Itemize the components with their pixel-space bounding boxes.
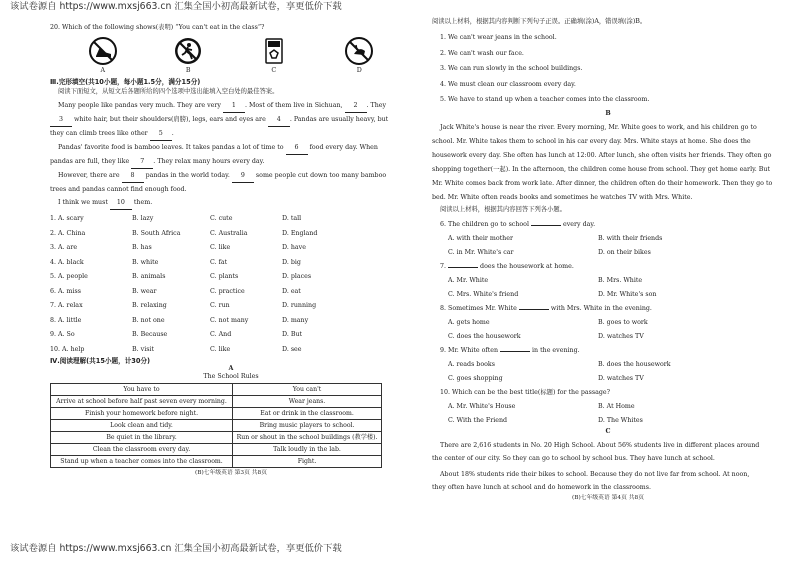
table-row: Be quiet in the library. Run or shout in the school buildings (教学楼).	[51, 432, 382, 444]
passage-b-instructions: 阅读以上材料，根据其内容回答下列各小题。	[440, 205, 566, 213]
blank-3: 3	[50, 113, 72, 127]
cloze-option-row: 1. A. scary B. lazy C. cute D. tall	[50, 215, 302, 222]
sign-letter-d[interactable]: D	[356, 67, 362, 74]
high-heel-shoe-no-icon	[88, 36, 118, 66]
answer-blank	[500, 351, 530, 352]
sign-letter-a[interactable]: A	[100, 67, 106, 74]
list-item: 4. We must clean our classroom every day.	[440, 80, 576, 88]
list-item: 3. We can run slowly in the school buildings.	[440, 65, 583, 72]
question-7: 7. does the housework at home. A. Mr. White B. Mrs. White C. Mrs. White's friend D. Mr. White's son	[432, 260, 784, 302]
cloze-option-row: 8. A. little B. not one C. not many D. many	[50, 316, 309, 324]
table-header-have-to: You have to	[51, 384, 233, 396]
question-9: 9. Mr. White often in the evening. A. reads books B. does the housework C. goes shopping D. watches TV	[432, 344, 784, 386]
left-page	[50, 18, 412, 477]
sign-options	[50, 36, 412, 66]
option[interactable]: D. watches TV	[598, 374, 644, 382]
watermark-top: 该试卷源自 https://www.mxsj663.cn 汇集全国小初高最新试卷，享更低价下载	[10, 1, 342, 12]
option[interactable]: A. Mr. White's House	[448, 402, 516, 410]
question-6: 6. The children go to school every day. A. with their mother B. with their friends C. in Mr. White's car D. on their bikes	[432, 218, 784, 260]
table-header-cant: You can't	[233, 384, 382, 396]
option[interactable]: B. goes to work	[598, 318, 648, 326]
option[interactable]: B. Mrs. White	[598, 276, 643, 284]
option[interactable]: C. in Mr. White's car	[448, 248, 514, 256]
table-row: Finish your homework before night. Eat or drink in the classroom.	[51, 408, 382, 420]
table-row: Clean the classroom every day. Talk loudly in the lab.	[51, 444, 382, 456]
passage-c: There are 2,616 students in No. 20 High School. About 56% students live in different places around the center of our city. So they can go to school by school bus. They have lunch at school. About 18% students ride their bikes to school. Because they do not live far from school. At noon, they often have lunch at school and do homework in the classrooms.	[432, 441, 760, 491]
answer-blank	[519, 309, 549, 310]
list-item: 2. We can't wash our face.	[440, 49, 524, 57]
cloze-option-row: 7. A. relax B. relaxing C. run D. running	[50, 302, 317, 309]
passage-a-instructions: 阅读以上材料，根据其内容判断下列句子正误。正确填(涂)A，错误填(涂)B。	[432, 18, 647, 25]
no-running-icon	[173, 36, 203, 66]
option[interactable]: B. At Home	[598, 402, 635, 410]
sign-a[interactable]	[74, 36, 132, 66]
cloze-options	[50, 212, 412, 357]
list-item: 5. We have to stand up when a teacher comes into the classroom.	[440, 96, 650, 103]
question-8: 8. Sometimes Mr. White with Mrs. White in the evening. A. gets home B. goes to work C. does the housework D. watches TV	[432, 302, 784, 344]
table-header-row	[51, 384, 382, 396]
no-eating-icon	[344, 36, 374, 66]
passage-b: Jack White's house is near the river. Every morning, Mr. White goes to work, and his children go to school. Mr. White takes them to school in his car every day. Mrs. White stays at home. She does the housework every day. She often has lunch at 12:00. After lunch, she often visits her friends. They often go shopping together(一起). In the afternoon, the children come house from school. They get home early. But Mr. White comes back from work late. After dinner, the children often do their homework. Then they go to bed. Mr. White often reads books and sometimes he watches TV with Mrs. White.	[432, 123, 773, 201]
table-row: Arrive at school before half past seven every morning. Wear jeans.	[51, 396, 382, 408]
sign-letter-c[interactable]: C	[271, 67, 277, 74]
section-3-title: Ⅲ.完形填空(共10小题，每小题1.5分，满分15分)	[50, 78, 201, 86]
watermark-bottom: 该试卷源自 https://www.mxsj663.cn 汇集全国小初高最新试卷，享更低价下载	[10, 543, 342, 554]
recycle-bin-icon	[259, 36, 289, 66]
cloze-option-row: 2. A. China B. South Africa C. Australia D. England	[50, 229, 318, 237]
table-row: Look clean and tidy. Bring music players to school.	[51, 420, 382, 432]
cloze-option-row: 5. A. people B. animals C. plants D. places	[50, 273, 312, 280]
answer-blank	[531, 225, 561, 226]
option[interactable]: A. gets home	[448, 318, 490, 326]
section-3-instructions: 阅读下面短文，从短文后各题所给的四个选项中选出能填入空白处的最佳答案。	[58, 88, 279, 95]
blank-9: 9	[232, 169, 254, 183]
page-footer-right: (B)七年级英语 第4页 共8页	[571, 494, 645, 501]
mc-questions	[432, 218, 784, 428]
blank-7: 7	[131, 155, 153, 169]
blank-4: 4	[268, 113, 290, 127]
blank-1: 1	[223, 99, 245, 113]
blank-10: 10	[110, 196, 132, 210]
cloze-passage: Many people like pandas very much. They are very 1 . Most of them live in Sichuan, 2 . They 3 white hair, but their shoulders(肩膀), legs, ears and eyes are 4 . Pandas are usually heavy, but they can climb trees like other 5 . Pandas' favorite food is bamboo leaves. It takes pandas a lot of time to 6 food every day. When pandas are full, they like 7 . They relax many hours every day. However, there are 8 pandas in the world today. 9 some people cut down too many bamboo trees and pandas cannot find enough food. I think we must 10 them.	[50, 99, 412, 210]
school-rules-table	[50, 383, 382, 468]
cloze-option-row: 10. A. help B. visit C. like D. see	[50, 345, 302, 353]
blank-8: 8	[122, 169, 144, 183]
blank-5: 5	[150, 127, 172, 141]
option[interactable]: D. The Whites	[598, 416, 643, 424]
passage-c-label: C	[605, 427, 611, 435]
answer-blank	[448, 267, 478, 268]
option[interactable]: C. Mrs. White's friend	[448, 290, 519, 298]
passage-b-label: B	[605, 109, 611, 117]
cloze-option-row: 3. A. are B. has C. like D. have	[50, 244, 306, 251]
option[interactable]: A. with their mother	[448, 234, 513, 242]
cloze-option-row: 4. A. black B. white C. fat D. big	[50, 258, 301, 266]
cloze-option-row: 9. A. So B. Because C. And D. But	[50, 331, 303, 338]
option[interactable]: D. watches TV	[598, 332, 644, 340]
option[interactable]: A. Mr. White	[448, 276, 489, 284]
option[interactable]: A. reads books	[448, 360, 495, 368]
sign-letter-b[interactable]: B	[185, 67, 191, 74]
list-item: 1. We can't wear jeans in the school.	[440, 34, 557, 41]
section-4-title: Ⅳ.阅读理解(共15小题，计30分)	[50, 357, 151, 365]
option[interactable]: D. on their bikes	[598, 248, 651, 256]
page-footer-left: (B)七年级英语 第3页 共8页	[194, 470, 268, 476]
sign-letters	[50, 67, 412, 75]
option[interactable]: C. does the housework	[448, 332, 521, 340]
option[interactable]: C. With the Friend	[448, 416, 508, 424]
question-10: 10. Which can be the best title(标题) for the passage? A. Mr. White's House B. At Home C. With the Friend D. The Whites	[432, 386, 784, 428]
blank-6: 6	[286, 141, 308, 155]
cloze-option-row: 6. A. miss B. wear C. practice D. eat	[50, 287, 301, 295]
option[interactable]: C. goes shopping	[448, 374, 503, 382]
sign-d[interactable]	[330, 36, 388, 66]
sign-c[interactable]	[245, 36, 303, 66]
right-page	[432, 18, 784, 502]
option[interactable]: B. does the housework	[598, 360, 671, 368]
option[interactable]: D. Mr. White's son	[598, 290, 657, 298]
sign-b[interactable]	[159, 36, 217, 66]
question-20: 20. Which of the following shows(表明) “You can't eat in the class”?	[50, 24, 265, 31]
rules-title: The School Rules	[203, 373, 259, 380]
true-false-list	[432, 30, 784, 108]
table-row: Stand up when a teacher comes into the classroom. Fight.	[51, 456, 382, 468]
option[interactable]: B. with their friends	[598, 234, 663, 242]
passage-a-label: A	[228, 365, 234, 372]
blank-2: 2	[345, 99, 367, 113]
